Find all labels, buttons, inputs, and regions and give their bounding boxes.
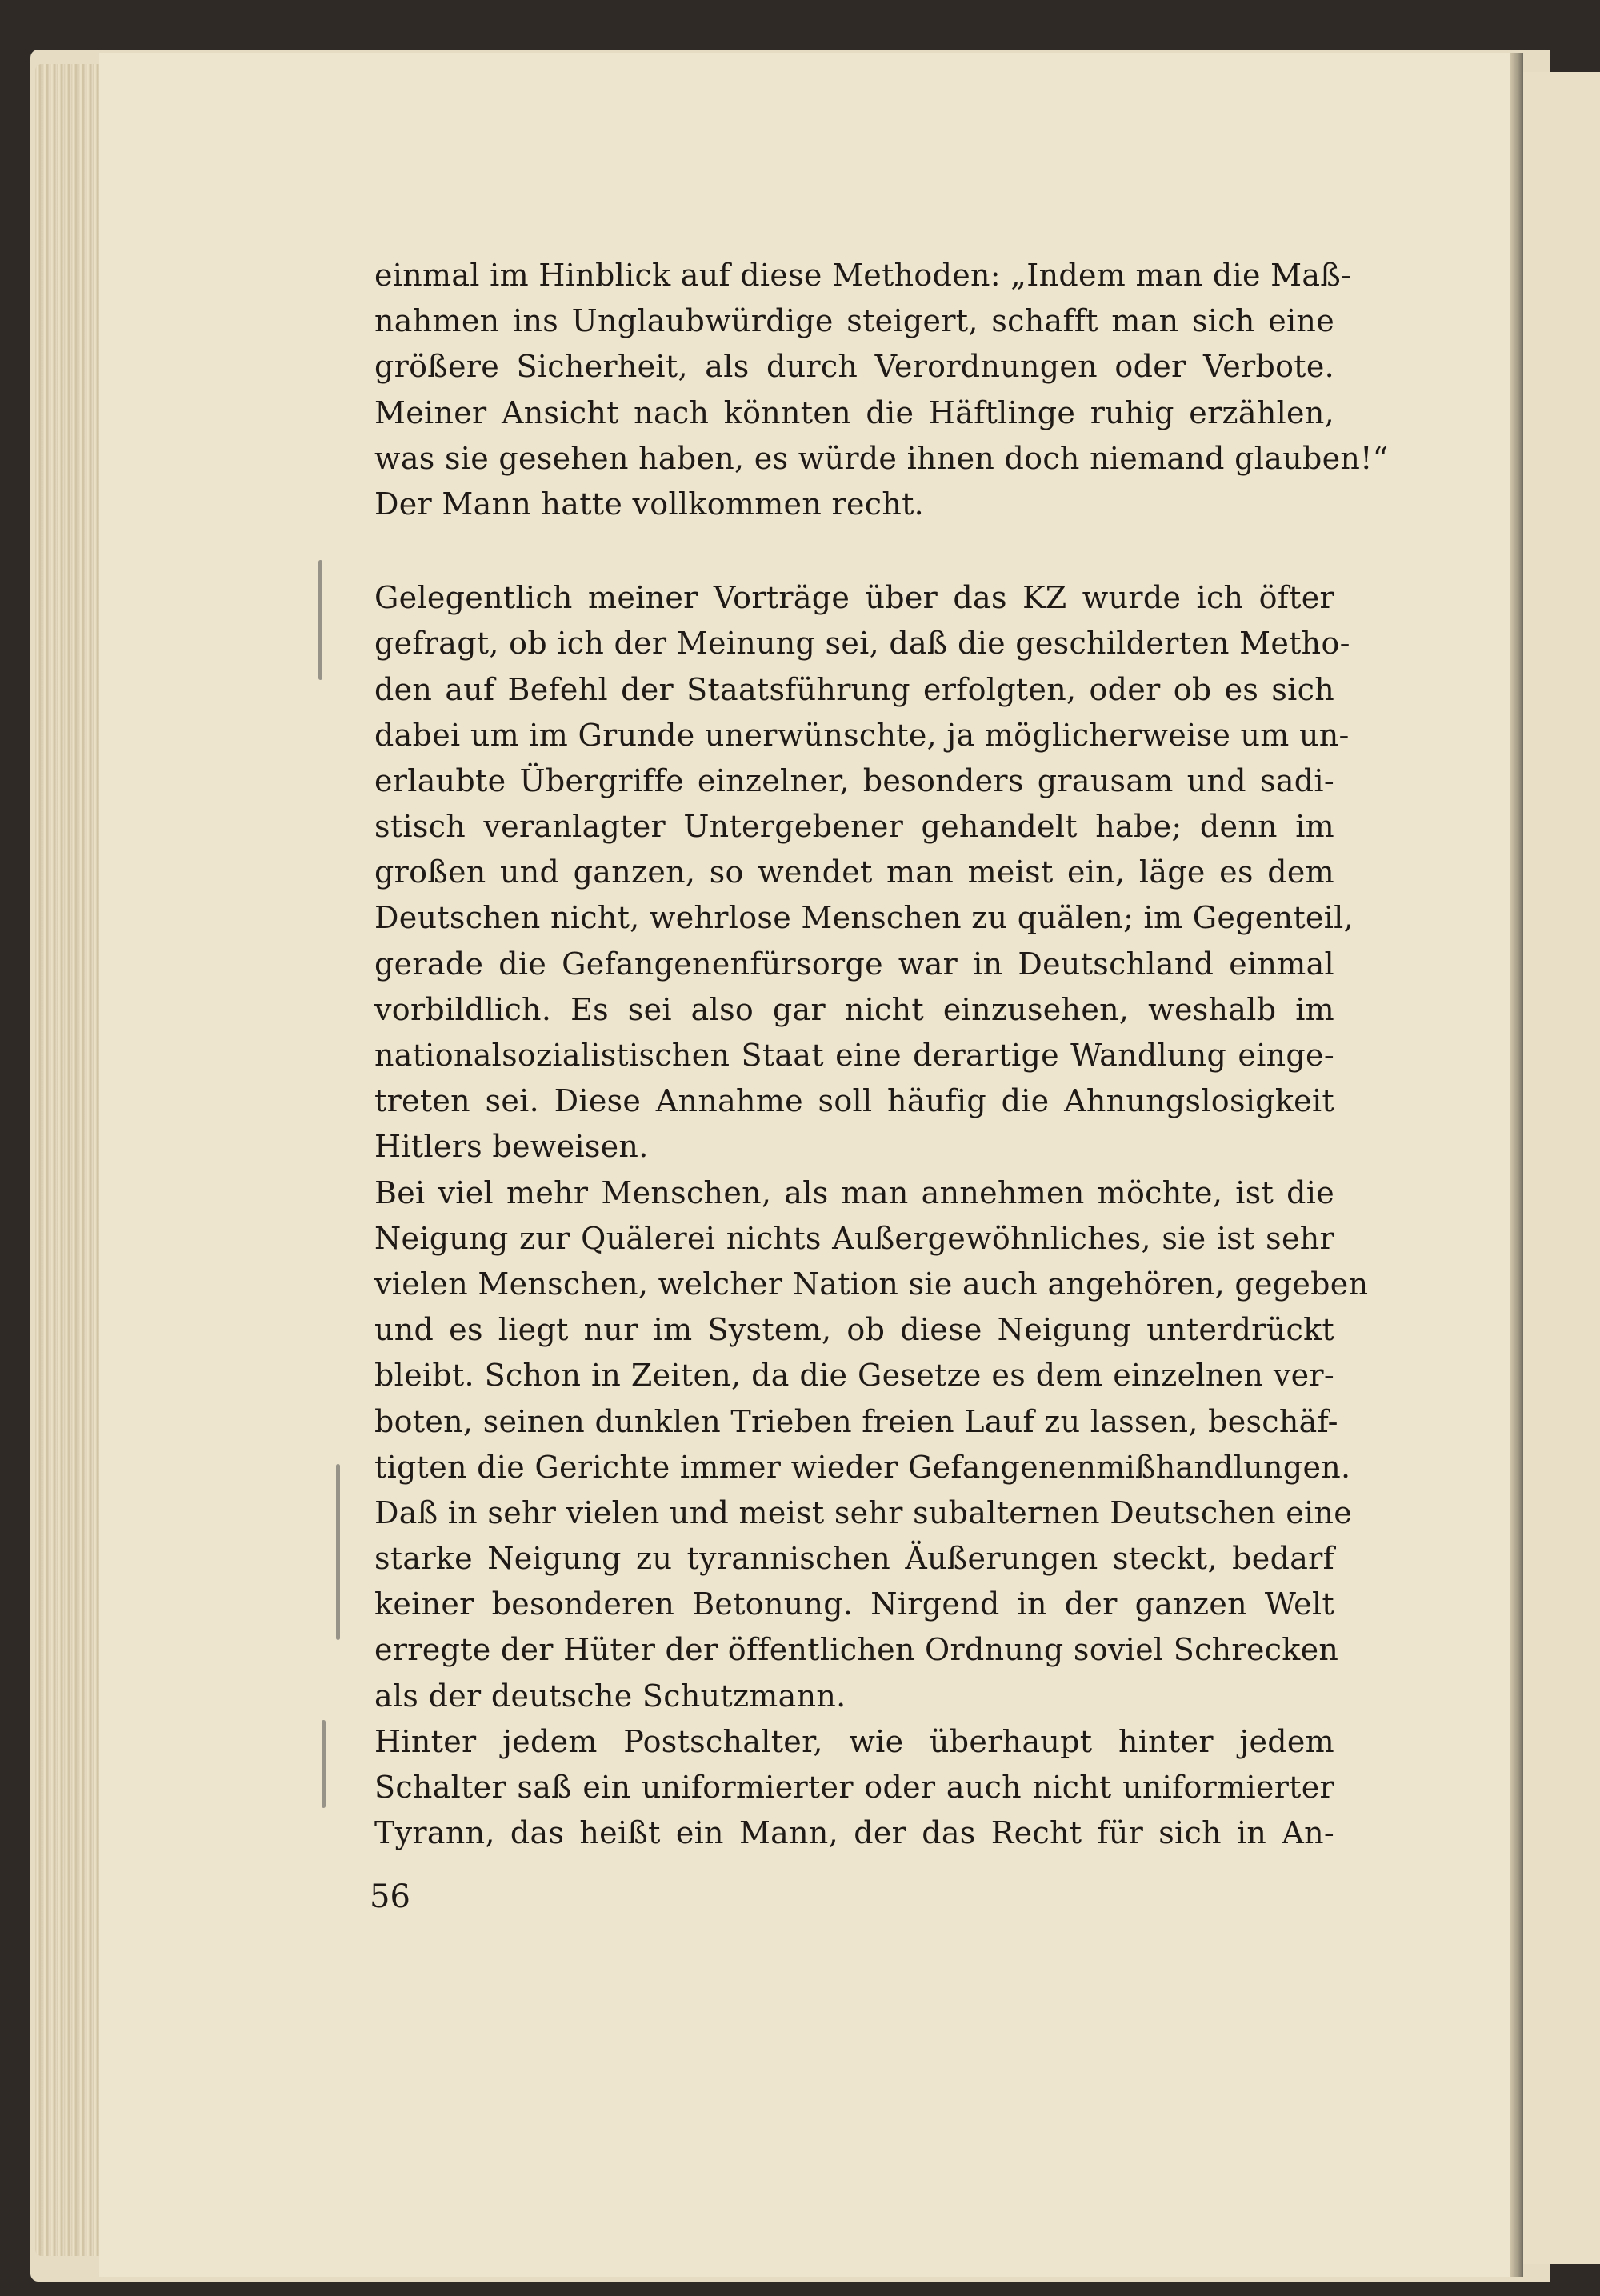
text-line: dabei um im Grunde unerwünschte, ja möglicherweise um un-: [374, 717, 1350, 753]
text-line: tigten die Gerichte immer wieder Gefangenenmißhandlungen.: [374, 1449, 1351, 1485]
paragraph: [374, 1719, 1334, 1857]
text-line: vorbildlich. Es sei also gar nicht einzusehen, weshalb im: [374, 991, 1334, 1027]
text-line: was sie gesehen haben, es würde ihnen doch niemand glauben!“: [374, 440, 1389, 476]
text-line: Hinter jedem Postschalter, wie überhaupt hinter jedem: [374, 1723, 1334, 1759]
page-edges: [35, 64, 107, 2256]
margin-pencil-mark: [322, 1720, 326, 1808]
text-line: Daß in sehr vielen und meist sehr subalternen Deutschen eine: [374, 1494, 1353, 1530]
text-line: starke Neigung zu tyrannischen Äußerungen steckt, bedarf: [374, 1541, 1334, 1577]
text-line: keiner besonderen Betonung. Nirgend in der ganzen Welt: [374, 1586, 1334, 1622]
margin-pencil-mark: [336, 1464, 340, 1640]
paragraph: [374, 1170, 1369, 1719]
text-line: und es liegt nur im System, ob diese Neigung unterdrückt: [374, 1312, 1334, 1348]
text-line: stisch veranlagter Untergebener gehandelt habe; denn im: [374, 809, 1334, 845]
text-line: Bei viel mehr Menschen, als man annehmen möchte, ist die: [374, 1174, 1334, 1210]
text-line: den auf Befehl der Staatsführung erfolgten, oder ob es sich: [374, 671, 1334, 707]
page-number: 56: [370, 1878, 410, 1915]
text-line: nahmen ins Unglaubwürdige steigert, schafft man sich eine: [374, 303, 1334, 339]
text-line: Neigung zur Quälerei nichts Außergewöhnliches, sie ist sehr: [374, 1220, 1334, 1256]
text-line: als der deutsche Schutzmann.: [374, 1678, 846, 1714]
text-line: treten sei. Diese Annahme soll häufig die Ahnungslosigkeit: [374, 1083, 1334, 1119]
facing-page-edge: [1523, 72, 1600, 2264]
text-line: erregte der Hüter der öffentlichen Ordnung soviel Schrecken: [374, 1632, 1339, 1668]
text-line: großen und ganzen, so wendet man meist ein, läge es dem: [374, 854, 1334, 890]
text-line: größere Sicherheit, als durch Verordnungen oder Verbote.: [374, 349, 1334, 385]
text-line: Meiner Ansicht nach könnten die Häftlinge ruhig erzählen,: [374, 394, 1334, 430]
text-line: Tyrann, das heißt ein Mann, der das Recht für sich in An-: [374, 1815, 1334, 1851]
text-line: gerade die Gefangenenfürsorge war in Deutschland einmal: [374, 946, 1334, 982]
paragraph: [374, 253, 1389, 527]
text-line: nationalsozialistischen Staat eine derartige Wandlung einge-: [374, 1038, 1334, 1073]
text-line: Gelegentlich meiner Vorträge über das KZ wurde ich öfter: [374, 580, 1334, 616]
text-line: einmal im Hinblick auf diese Methoden: „Indem man die Maß-: [374, 258, 1352, 293]
text-line: boten, seinen dunklen Trieben freien Lauf zu lassen, beschäf-: [374, 1403, 1338, 1439]
paragraph-spacer: [374, 527, 1334, 575]
text-line: bleibt. Schon in Zeiten, da die Gesetze es dem einzelnen ver-: [374, 1358, 1334, 1394]
text-line: Hitlers beweisen.: [374, 1129, 649, 1165]
text-line: Deutschen nicht, wehrlose Menschen zu quälen; im Gegenteil,: [374, 900, 1354, 936]
text-line: vielen Menschen, welcher Nation sie auch angehören, gegeben: [374, 1266, 1369, 1302]
text-line: Schalter saß ein uniformierter oder auch nicht uniformierter: [374, 1770, 1334, 1805]
body-text: [374, 253, 1389, 1856]
spine-gutter: [1510, 53, 1523, 2277]
margin-pencil-mark: [318, 560, 322, 680]
text-line: erlaubte Übergriffe einzelner, besonders grausam und sadi-: [374, 762, 1334, 798]
text-line: gefragt, ob ich der Meinung sei, daß die geschilderten Metho-: [374, 626, 1350, 662]
text-line: Der Mann hatte vollkommen recht.: [374, 486, 925, 522]
paragraph: [374, 575, 1354, 1170]
